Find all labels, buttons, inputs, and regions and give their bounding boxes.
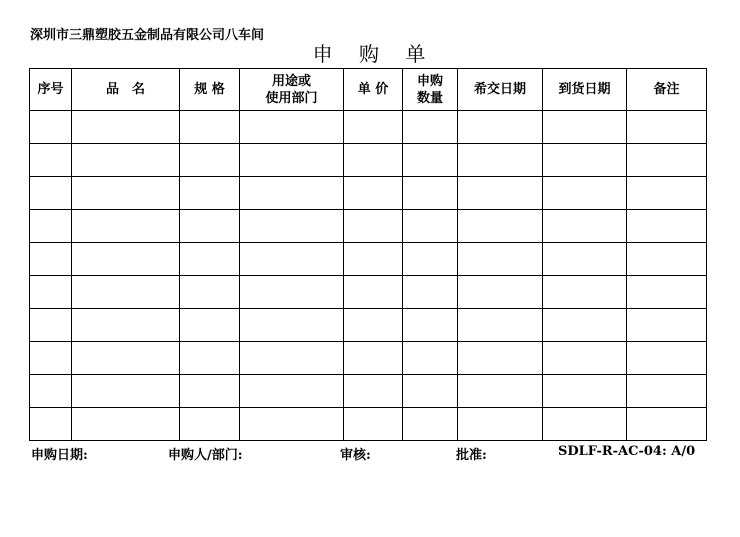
- cell-remarks[interactable]: [627, 408, 707, 441]
- cell-expected-date[interactable]: [458, 111, 543, 144]
- cell-quantity[interactable]: [403, 144, 458, 177]
- cell-spec[interactable]: [180, 408, 240, 441]
- cell-quantity[interactable]: [403, 111, 458, 144]
- col-header-expected-date: 希交日期: [458, 69, 543, 111]
- cell-spec[interactable]: [180, 342, 240, 375]
- cell-expected-date[interactable]: [458, 408, 543, 441]
- col-header-spec: 规 格: [180, 69, 240, 111]
- company-name: 深圳市三鼎塑胶五金制品有限公司八车间: [30, 28, 265, 43]
- cell-expected-date[interactable]: [458, 177, 543, 210]
- table-row: [30, 243, 707, 276]
- cell-expected-date[interactable]: [458, 309, 543, 342]
- cell-quantity[interactable]: [403, 375, 458, 408]
- col-header-arrival-date: 到货日期: [543, 69, 627, 111]
- cell-remarks[interactable]: [627, 111, 707, 144]
- cell-arrival-date[interactable]: [543, 111, 627, 144]
- cell-arrival-date[interactable]: [543, 375, 627, 408]
- cell-unit-price[interactable]: [344, 144, 403, 177]
- cell-expected-date[interactable]: [458, 342, 543, 375]
- cell-spec[interactable]: [180, 375, 240, 408]
- cell-usage-dept[interactable]: [240, 111, 344, 144]
- cell-seq[interactable]: [30, 243, 72, 276]
- cell-remarks[interactable]: [627, 177, 707, 210]
- cell-arrival-date[interactable]: [543, 243, 627, 276]
- cell-seq[interactable]: [30, 111, 72, 144]
- form-code: SDLF-R-AC-04: A/0: [558, 444, 696, 459]
- cell-quantity[interactable]: [403, 243, 458, 276]
- cell-expected-date[interactable]: [458, 243, 543, 276]
- cell-quantity[interactable]: [403, 309, 458, 342]
- table-row: [30, 408, 707, 441]
- cell-seq[interactable]: [30, 309, 72, 342]
- cell-unit-price[interactable]: [344, 276, 403, 309]
- cell-remarks[interactable]: [627, 375, 707, 408]
- cell-quantity[interactable]: [403, 177, 458, 210]
- cell-seq[interactable]: [30, 210, 72, 243]
- cell-expected-date[interactable]: [458, 144, 543, 177]
- table-row: [30, 177, 707, 210]
- cell-seq[interactable]: [30, 177, 72, 210]
- cell-arrival-date[interactable]: [543, 144, 627, 177]
- cell-item-name[interactable]: [72, 210, 180, 243]
- col-header-seq: 序号: [30, 69, 72, 111]
- cell-unit-price[interactable]: [344, 111, 403, 144]
- cell-item-name[interactable]: [72, 177, 180, 210]
- cell-remarks[interactable]: [627, 342, 707, 375]
- purchase-request-table: [29, 68, 707, 441]
- cell-usage-dept[interactable]: [240, 342, 344, 375]
- cell-quantity[interactable]: [403, 276, 458, 309]
- cell-expected-date[interactable]: [458, 210, 543, 243]
- cell-unit-price[interactable]: [344, 309, 403, 342]
- cell-spec[interactable]: [180, 243, 240, 276]
- table-row: [30, 309, 707, 342]
- cell-item-name[interactable]: [72, 276, 180, 309]
- table-row: [30, 210, 707, 243]
- col-header-unit-price: 单 价: [344, 69, 403, 111]
- cell-usage-dept[interactable]: [240, 408, 344, 441]
- cell-usage-dept[interactable]: [240, 309, 344, 342]
- cell-unit-price[interactable]: [344, 177, 403, 210]
- cell-spec[interactable]: [180, 177, 240, 210]
- cell-item-name[interactable]: [72, 309, 180, 342]
- cell-usage-dept[interactable]: [240, 243, 344, 276]
- cell-usage-dept[interactable]: [240, 276, 344, 309]
- table-row: [30, 144, 707, 177]
- applicant-dept-label: 申购人/部门:: [168, 448, 243, 463]
- table-row: [30, 111, 707, 144]
- cell-unit-price[interactable]: [344, 243, 403, 276]
- col-header-usage-dept: 用途或 使用部门: [240, 69, 344, 111]
- cell-item-name[interactable]: [72, 111, 180, 144]
- cell-usage-dept[interactable]: [240, 177, 344, 210]
- cell-remarks[interactable]: [627, 276, 707, 309]
- cell-item-name[interactable]: [72, 243, 180, 276]
- cell-item-name[interactable]: [72, 144, 180, 177]
- col-header-item-name: 品 名: [72, 69, 180, 111]
- cell-unit-price[interactable]: [344, 210, 403, 243]
- cell-expected-date[interactable]: [458, 276, 543, 309]
- cell-remarks[interactable]: [627, 309, 707, 342]
- cell-usage-dept[interactable]: [240, 144, 344, 177]
- table-row: [30, 276, 707, 309]
- col-header-remarks: 备注: [627, 69, 707, 111]
- cell-quantity[interactable]: [403, 408, 458, 441]
- cell-item-name[interactable]: [72, 342, 180, 375]
- cell-seq[interactable]: [30, 276, 72, 309]
- apply-date-label: 申购日期:: [31, 448, 88, 463]
- cell-spec[interactable]: [180, 210, 240, 243]
- cell-arrival-date[interactable]: [543, 408, 627, 441]
- cell-arrival-date[interactable]: [543, 342, 627, 375]
- table-row: [30, 375, 707, 408]
- cell-unit-price[interactable]: [344, 375, 403, 408]
- table-row: [30, 342, 707, 375]
- approve-label: 批准:: [456, 448, 487, 463]
- cell-spec[interactable]: [180, 111, 240, 144]
- cell-arrival-date[interactable]: [543, 309, 627, 342]
- cell-spec[interactable]: [180, 309, 240, 342]
- cell-unit-price[interactable]: [344, 342, 403, 375]
- cell-arrival-date[interactable]: [543, 210, 627, 243]
- cell-expected-date[interactable]: [458, 375, 543, 408]
- cell-seq[interactable]: [30, 342, 72, 375]
- cell-spec[interactable]: [180, 276, 240, 309]
- cell-seq[interactable]: [30, 144, 72, 177]
- cell-remarks[interactable]: [627, 210, 707, 243]
- cell-arrival-date[interactable]: [543, 177, 627, 210]
- cell-item-name[interactable]: [72, 375, 180, 408]
- cell-seq[interactable]: [30, 375, 72, 408]
- cell-remarks[interactable]: [627, 144, 707, 177]
- header-row: [30, 69, 707, 111]
- cell-usage-dept[interactable]: [240, 375, 344, 408]
- cell-quantity[interactable]: [403, 210, 458, 243]
- cell-quantity[interactable]: [403, 342, 458, 375]
- review-label: 审核:: [340, 448, 371, 463]
- cell-usage-dept[interactable]: [240, 210, 344, 243]
- cell-arrival-date[interactable]: [543, 276, 627, 309]
- cell-spec[interactable]: [180, 144, 240, 177]
- cell-remarks[interactable]: [627, 243, 707, 276]
- col-header-quantity: 申购 数量: [403, 69, 458, 111]
- cell-item-name[interactable]: [72, 408, 180, 441]
- cell-unit-price[interactable]: [344, 408, 403, 441]
- document-title: 申 购 单: [312, 42, 436, 66]
- cell-seq[interactable]: [30, 408, 72, 441]
